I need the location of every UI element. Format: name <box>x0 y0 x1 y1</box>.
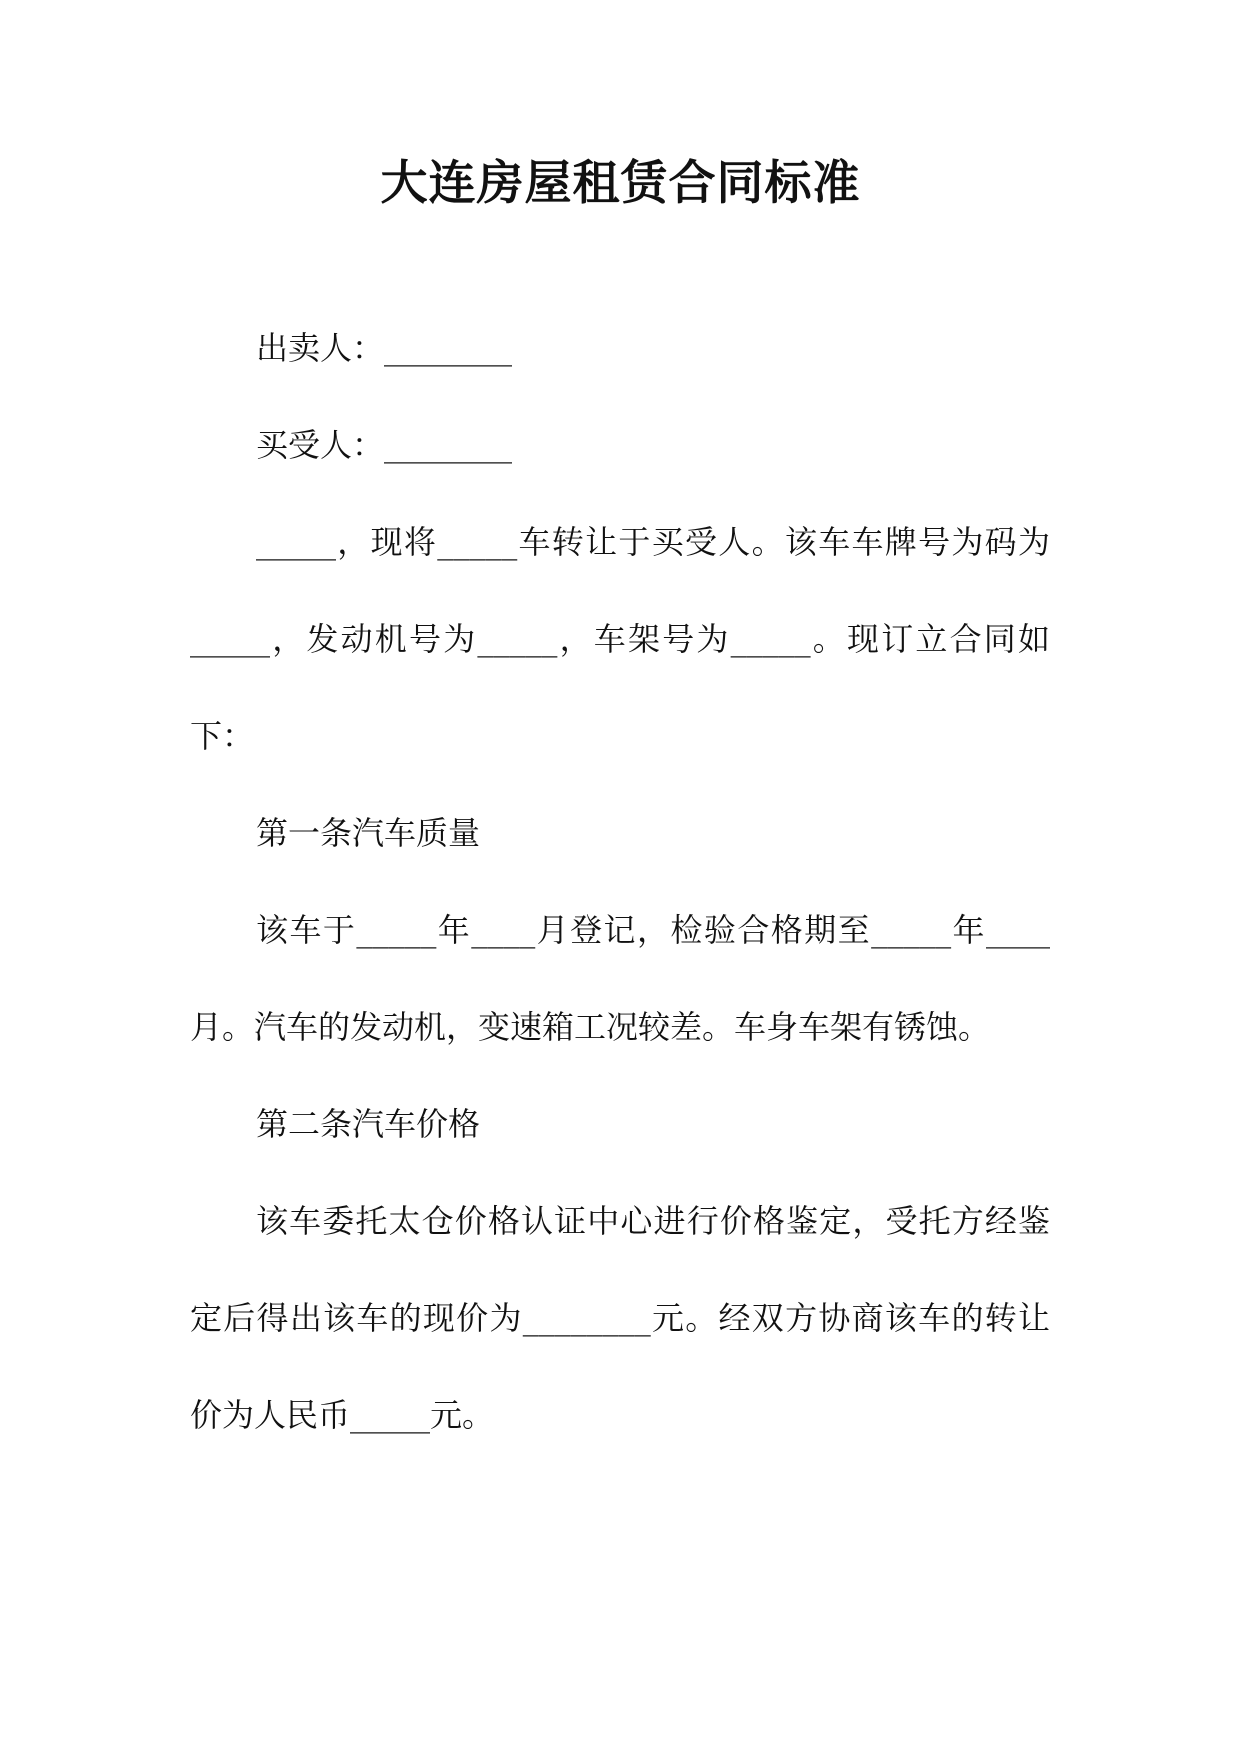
seller-line: 出卖人：________ <box>256 329 513 367</box>
article-1-text: 该车于_____年____月登记，检验合格期至_____年____月。汽车的发动机，变速箱工况较差。车身车架有锈蚀。 <box>190 911 1050 1046</box>
article-2-text: 该车委托太仓价格认证中心进行价格鉴定，受托方经鉴定后得出该车的现价为________元。经双方协商该车的转让价为人民币_____元。 <box>190 1202 1050 1434</box>
article-1-heading: 第一条汽车质量 <box>256 814 481 852</box>
document-title: 大连房屋租赁合同标准 <box>380 156 861 211</box>
buyer-line: 买受人：________ <box>256 426 513 464</box>
document-body <box>190 300 1050 1464</box>
intro-paragraph: _____，现将_____车转让于买受人。该车车牌号为码为_____，发动机号为_____，车架号为_____。现订立合同如下： <box>190 523 1050 755</box>
article-2-heading: 第二条汽车价格 <box>256 1105 481 1143</box>
